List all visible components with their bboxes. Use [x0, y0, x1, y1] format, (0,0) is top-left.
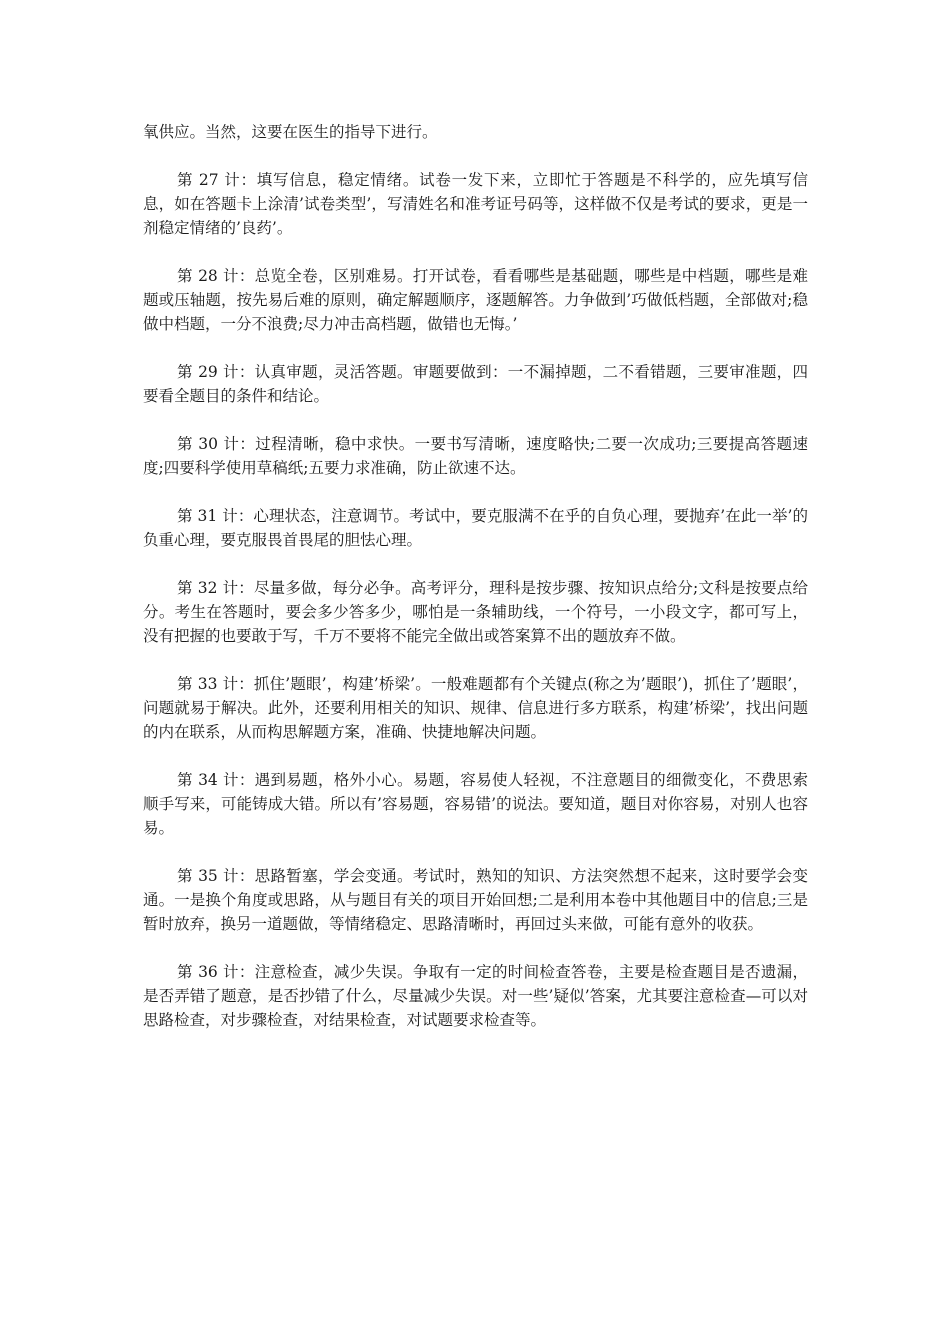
paragraph-tip-30: 第 30 计：过程清晰，稳中求快。一要书写清晰，速度略快;二要一次成功;三要提高答题速度;四要科学使用草稿纸;五要力求准确，防止欲速不达。 [143, 435, 808, 477]
paragraph-tip-36: 第 36 计：注意检查，减少失误。争取有一定的时间检查答卷，主要是检查题目是否遗漏，是否弄错了题意，是否抄错了什么，尽量减少失误。对一些’疑似’答案，尤其要注意检查—可以对思路检查，对步骤检查，对结果检查，对试题要求检查等。 [143, 963, 808, 1029]
paragraph-tip-28: 第 28 计：总览全卷，区别难易。打开试卷，看看哪些是基础题，哪些是中档题，哪些是难题或压轴题，按先易后难的原则，确定解题顺序，逐题解答。力争做到’巧做低档题，全部做对;稳做中档题，一分不浪费;尽力冲击高档题，做错也无悔。’ [143, 267, 808, 333]
paragraph-tip-35: 第 35 计：思路暂塞，学会变通。考试时，熟知的知识、方法突然想不起来，这时要学会变通。一是换个角度或思路，从与题目有关的项目开始回想;二是利用本卷中其他题目中的信息;三是暂时放弃，换另一道题做，等情绪稳定、思路清晰时，再回过头来做，可能有意外的收获。 [143, 867, 808, 933]
paragraph-tip-32: 第 32 计：尽量多做，每分必争。高考评分，理科是按步骤、按知识点给分;文科是按要点给分。考生在答题时，要会多少答多少，哪怕是一条辅助线，一个符号，一小段文字，都可写上，没有把握的也要敢于写，千万不要将不能完全做出或答案算不出的题放弃不做。 [143, 579, 808, 645]
paragraph-tip-27: 第 27 计：填写信息，稳定情绪。试卷一发下来，立即忙于答题是不科学的，应先填写信息，如在答题卡上涂清’试卷类型’，写清姓名和准考证号码等，这样做不仅是考试的要求，更是一剂稳定情绪的’良药’。 [143, 171, 808, 237]
paragraph-tip-34: 第 34 计：遇到易题，格外小心。易题，容易使人轻视，不注意题目的细微变化，不费思索顺手写来，可能铸成大错。所以有’容易题，容易错’的说法。要知道，题目对你容易，对别人也容易。 [143, 771, 808, 837]
document-page [143, 120, 808, 1056]
paragraph-tip-31: 第 31 计：心理状态，注意调节。考试中，要克服满不在乎的自负心理，要抛弃’在此一举’的负重心理，要克服畏首畏尾的胆怯心理。 [143, 507, 808, 549]
paragraph-intro-continuation: 氧供应。当然，这要在医生的指导下进行。 [143, 123, 438, 141]
paragraph-tip-33: 第 33 计：抓住’题眼’，构建’桥梁’。一般难题都有个关键点(称之为’题眼’)，抓住了’题眼’，问题就易于解决。此外，还要利用相关的知识、规律、信息进行多方联系，构建’桥梁’，找出问题的内在联系，从而构思解题方案，准确、快捷地解决问题。 [143, 675, 808, 741]
paragraph-tip-29: 第 29 计：认真审题，灵活答题。审题要做到：一不漏掉题，二不看错题，三要审准题，四要看全题目的条件和结论。 [143, 363, 808, 405]
